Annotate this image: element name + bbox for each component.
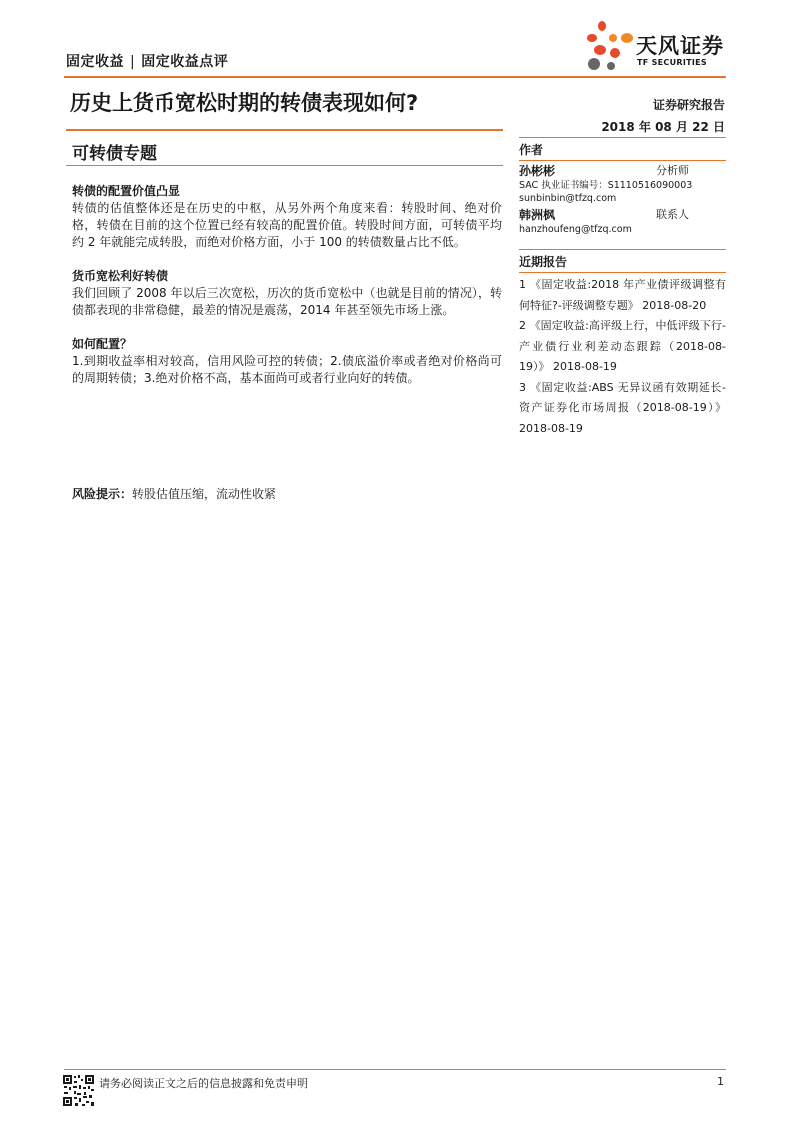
risk-text: 转股估值压缩，流动性收紧 xyxy=(132,487,277,501)
block-body: 我们回顾了 2008 年以后三次宽松，历次的货币宽松中（也就是目前的情况），转债都表现的非常稳健，最差的情况是震荡，2014 年甚至领先市场上涨。 xyxy=(72,286,502,317)
author-name: 韩洲枫 xyxy=(519,208,556,222)
sidebar-divider xyxy=(519,272,726,273)
qr-code-icon xyxy=(62,1074,95,1107)
section-title: 可转债专题 xyxy=(72,144,157,164)
subcategory-label: 固定收益点评 xyxy=(141,54,229,70)
author-email[interactable]: hanzhoufeng@tfzq.com xyxy=(519,224,632,235)
author-row xyxy=(519,163,689,179)
footer-disclaimer[interactable]: 请务必阅读正文之后的信息披露和免责申明 xyxy=(99,1077,308,1090)
content-block-easing xyxy=(72,268,502,319)
author-role: 分析师 xyxy=(656,164,689,177)
report-type: 证券研究报告 xyxy=(652,98,725,112)
content-block-allocation xyxy=(72,336,502,387)
recent-report-item[interactable]: 3 《固定收益:ABS 无异议函有效期延长-资产证券化市场周报（2018-08-19）》 2018-08-19 xyxy=(519,380,726,435)
logo-flower-icon xyxy=(584,20,634,72)
author-role: 联系人 xyxy=(656,208,689,221)
logo-name-en: TF SECURITIES xyxy=(637,58,707,67)
recent-reports-list xyxy=(519,275,726,439)
report-date: 2018 年 08 月 22 日 xyxy=(601,120,725,134)
authors-heading: 作者 xyxy=(519,143,544,157)
page-title: 历史上货币宽松时期的转债表现如何? xyxy=(70,91,419,115)
sidebar xyxy=(519,137,726,439)
risk-label: 风险提示： xyxy=(72,487,133,501)
block-body: 1.到期收益率相对较高，信用风险可控的转债；2.债底溢价率或者绝对价格尚可的周期转债；3.绝对价格不高，基本面尚可或者行业向好的转债。 xyxy=(72,354,502,385)
section-divider-bottom xyxy=(66,165,503,166)
risk-warning xyxy=(72,486,276,503)
content-block-value xyxy=(72,183,502,251)
header-category xyxy=(66,51,228,71)
author-cert: SAC 执业证书编号：S1110516090003 xyxy=(519,180,693,191)
page-number: 1 xyxy=(717,1075,724,1088)
category-separator: | xyxy=(130,54,136,70)
sidebar-divider xyxy=(519,160,726,161)
company-logo xyxy=(584,20,734,72)
block-body: 转债的估值整体还是在历史的中枢，从另外两个角度来看：转股时间、绝对价格，转债在目前的这个位置已经有较高的配置价值。转股时间方面，可转债平均约 2 年就能完成转股，而绝对价格方面，小于 100 的转债数量占比不低。 xyxy=(72,201,502,249)
recent-report-item[interactable]: 2 《固定收益:高评级上行，中低评级下行-产业债行业利差动态跟踪（2018-08-19）》 2018-08-19 xyxy=(519,319,726,373)
header-divider xyxy=(64,76,726,78)
recent-reports-heading: 近期报告 xyxy=(519,255,568,269)
block-heading: 转债的配置价值凸显 xyxy=(72,184,181,198)
main-content xyxy=(72,183,502,404)
category-label: 固定收益 xyxy=(66,54,124,70)
footer-divider xyxy=(64,1069,726,1070)
author-name: 孙彬彬 xyxy=(519,164,556,178)
logo-name-cn: 天风证券 xyxy=(636,34,724,58)
section-divider-top xyxy=(66,129,503,131)
block-heading: 货币宽松利好转债 xyxy=(72,269,169,283)
author-row xyxy=(519,207,689,223)
author-email[interactable]: sunbinbin@tfzq.com xyxy=(519,193,617,204)
recent-report-item[interactable]: 1 《固定收益:2018 年产业债评级调整有何特征?-评级调整专题》 2018-08-20 xyxy=(519,278,726,312)
block-heading: 如何配置？ xyxy=(72,337,133,351)
